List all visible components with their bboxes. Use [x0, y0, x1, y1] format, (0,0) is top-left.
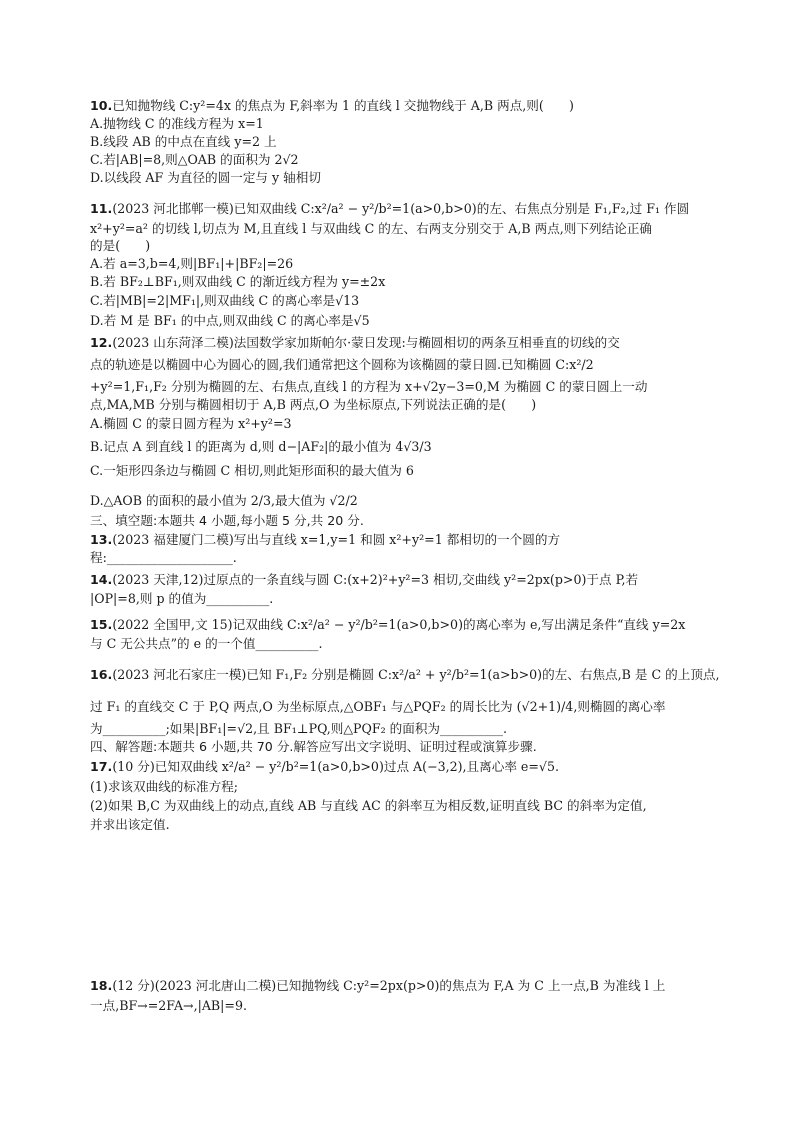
question-16-line: 为__________;如果|BF₁|=√2,且 BF₁⊥PQ,则△PQF₂ 的面积为__________.: [90, 721, 507, 736]
question-11-stem: 11.(2023 河北邯郸一模)已知双曲线 C:x²/a² − y²/b²=1(a>0,b>0)的左、右焦点分别是 F₁,F₂,过 F₁ 作圆: [90, 201, 690, 216]
question-13-line: 程:____________________.: [90, 550, 237, 565]
question-10-stem: 10.已知抛物线 C:y²=4x 的焦点为 F,斜率为 1 的直线 l 交抛物线于 A,B 两点,则( ): [90, 98, 574, 113]
question-11-stem-line: x²+y²=a² 的切线 l,切点为 M,且直线 l 与双曲线 C 的左、右两支分别交于 A,B 两点,则下列结论正确: [90, 221, 652, 236]
question-18-line: 一点,BF→=2FA→,|AB|=9.: [90, 998, 247, 1013]
question-17-part-2: (2)如果 B,C 为双曲线上的动点,直线 AB 与直线 AC 的斜率互为相反数,证明直线 BC 的斜率为定值,: [90, 798, 647, 813]
question-number: 12.: [90, 335, 113, 350]
question-18: 18.(12 分)(2023 河北唐山二模)已知抛物线 C:y²=2px(p>0)的焦点为 F,A 为 C 上一点,B 为准线 l 上: [90, 978, 666, 993]
option-b: B.线段 AB 的中点在直线 y=2 上: [90, 134, 277, 149]
question-17-line: 并求出该定值.: [90, 817, 170, 832]
option-c: C.若|MB|=2|MF₁|,则双曲线 C 的离心率是√13: [90, 293, 360, 308]
question-number: 18.: [90, 978, 113, 993]
option-a: A.若 a=3,b=4,则|BF₁|+|BF₂|=26: [90, 256, 294, 271]
question-12-stem-line: 点的轨迹是以椭圆中心为圆心的圆,我们通常把这个圆称为该椭圆的蒙日圆.已知椭圆 C:x²/2: [90, 357, 594, 372]
question-12-stem: 12.(2023 山东菏泽二模)法国数学家加斯帕尔·蒙日发现:与椭圆相切的两条互相垂直的切线的交: [90, 335, 620, 350]
question-number: 17.: [90, 759, 113, 774]
question-11-stem-line: 的是( ): [90, 238, 151, 253]
question-number: 16.: [90, 667, 113, 682]
question-number: 10.: [90, 98, 113, 113]
section-fill-in-heading: 三、填空题:本题共 4 小题,每小题 5 分,共 20 分.: [90, 513, 364, 528]
question-12-stem-line: +y²=1,F₁,F₂ 分别为椭圆的左、右焦点,直线 l 的方程为 x+√2y−3=0,M 为椭圆 C 的蒙日圆上一动: [90, 379, 648, 394]
option-c: C.一矩形四条边与椭圆 C 相切,则此矩形面积的最大值为 6: [90, 463, 414, 478]
section-answer-heading: 四、解答题:本题共 6 小题,共 70 分.解答应写出文字说明、证明过程或演算步骤.: [90, 739, 537, 754]
option-b: B.记点 A 到直线 l 的距离为 d,则 d−|AF₂|的最小值为 4√3/3: [90, 439, 432, 454]
question-14-line: |OP|=8,则 p 的值为__________.: [90, 591, 274, 606]
question-16-line: 过 F₁ 的直线交 C 于 P,Q 两点,O 为坐标原点,△OBF₁ 与△PQF₂ 的周长比为 (√2+1)/4,则椭圆的离心率: [90, 699, 666, 714]
question-number: 15.: [90, 617, 113, 632]
question-12-stem-line: 点,MA,MB 分别与椭圆相切于 A,B 两点,O 为坐标原点,下列说法正确的是( ): [90, 397, 537, 412]
option-c: C.若|AB|=8,则△OAB 的面积为 2√2: [90, 152, 299, 167]
option-d: D.以线段 AF 为直径的圆一定与 y 轴相切: [90, 170, 321, 185]
question-15-line: 与 C 无公共点”的 e 的一个值__________.: [90, 636, 323, 651]
question-number: 11.: [90, 201, 113, 216]
option-d: D.△AOB 的面积的最小值为 2/3,最大值为 √2/2: [90, 493, 358, 508]
option-a: A.椭圆 C 的蒙日圆方程为 x²+y²=3: [90, 416, 292, 431]
question-17: 17.(10 分)已知双曲线 x²/a² − y²/b²=1(a>0,b>0)过点 A(−3,2),且离心率 e=√5.: [90, 759, 559, 774]
question-14: 14.(2023 天津,12)过原点的一条直线与圆 C:(x+2)²+y²=3 相切,交曲线 y²=2px(p>0)于点 P,若: [90, 572, 639, 587]
option-d: D.若 M 是 BF₁ 的中点,则双曲线 C 的离心率是√5: [90, 313, 370, 328]
option-b: B.若 BF₂⊥BF₁,则双曲线 C 的渐近线方程为 y=±2x: [90, 274, 386, 289]
question-number: 14.: [90, 572, 113, 587]
question-16: 16.(2023 河北石家庄一模)已知 F₁,F₂ 分别是椭圆 C:x²/a² + y²/b²=1(a>b>0)的左、右焦点,B 是 C 的上顶点,: [90, 667, 720, 682]
option-a: A.抛物线 C 的准线方程为 x=1: [90, 116, 264, 131]
question-15: 15.(2022 全国甲,文 15)记双曲线 C:x²/a² − y²/b²=1(a>0,b>0)的离心率为 e,写出满足条件“直线 y=2x: [90, 617, 686, 632]
question-number: 13.: [90, 532, 113, 547]
question-13: 13.(2023 福建厦门二模)写出与直线 x=1,y=1 和圆 x²+y²=1 都相切的一个圆的方: [90, 532, 561, 547]
question-17-part-1: (1)求该双曲线的标准方程;: [90, 779, 239, 794]
